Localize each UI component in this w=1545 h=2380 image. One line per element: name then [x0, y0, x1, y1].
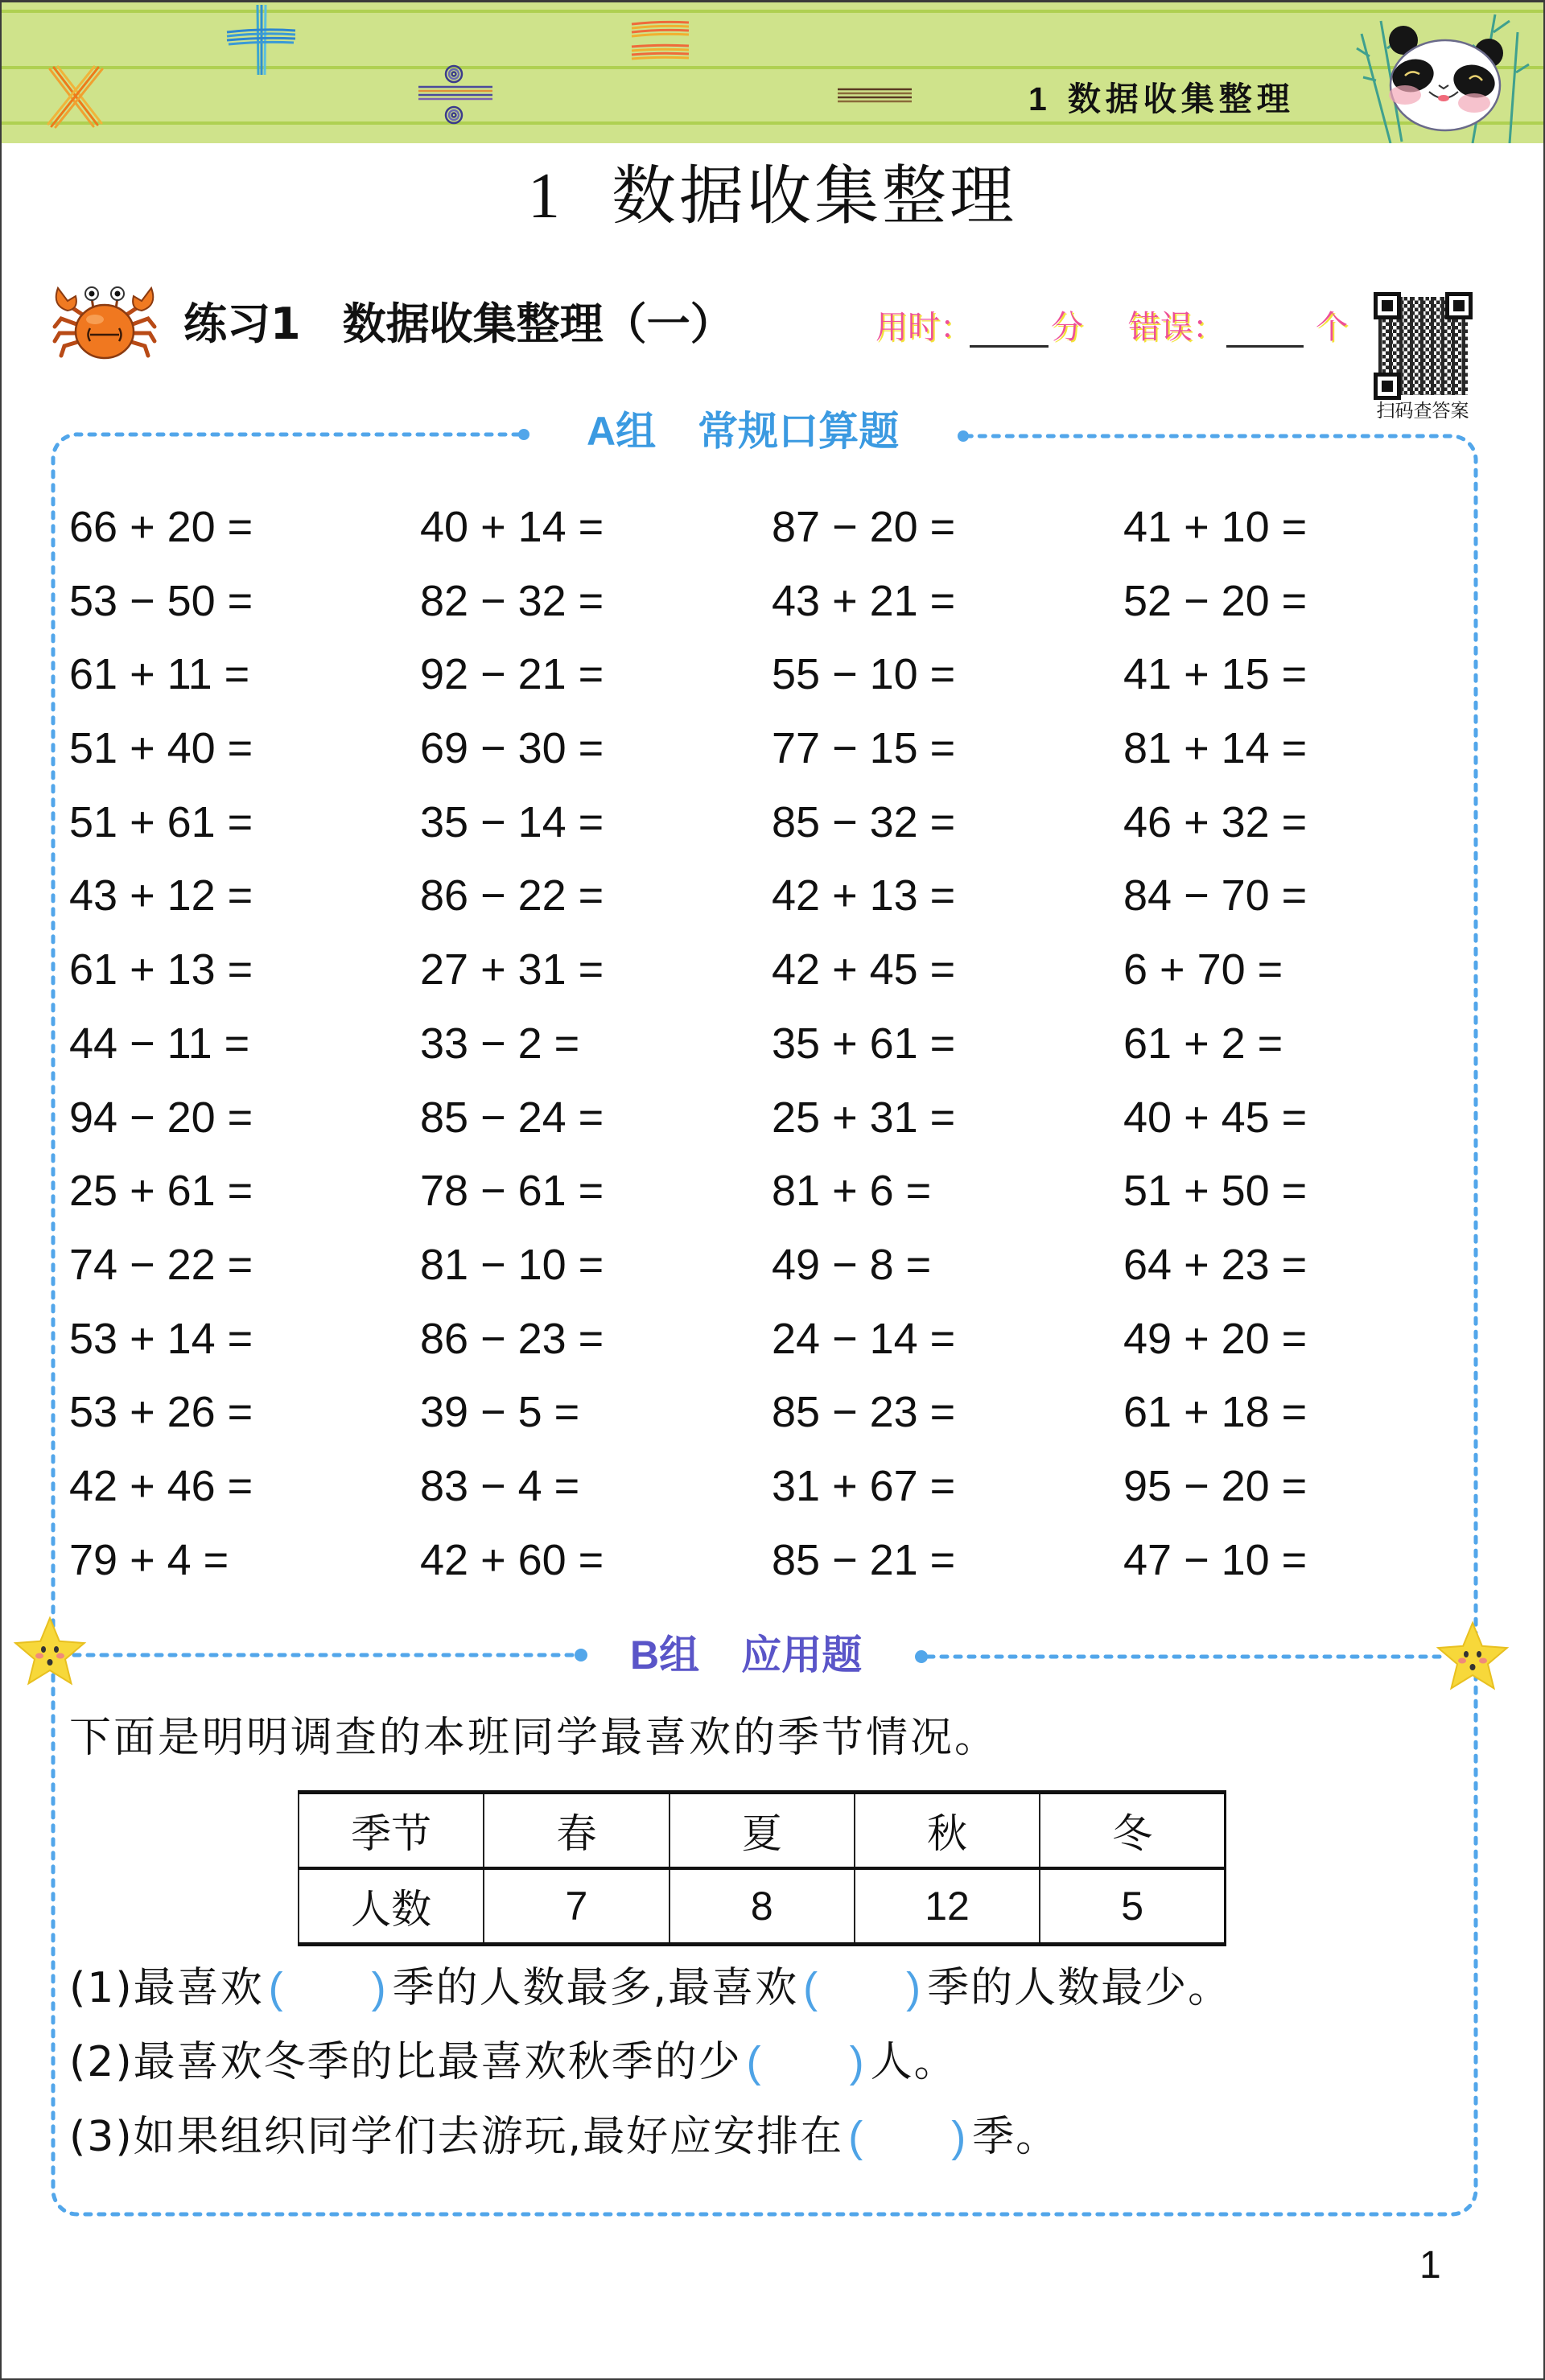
math-problem: 83 − 4 = — [420, 1461, 580, 1510]
math-problem: 95 − 20 = — [1123, 1461, 1308, 1510]
math-problem: 81 − 10 = — [420, 1240, 604, 1289]
math-problem: 27 + 31 = — [420, 945, 604, 994]
math-problem: 31 + 67 = — [772, 1461, 956, 1510]
question-3 — [69, 2111, 1059, 2163]
question-1 — [69, 1962, 1231, 2014]
question-text: 季。 — [972, 2113, 1060, 2161]
math-problem: 85 − 24 = — [420, 1093, 604, 1142]
math-problem: 86 − 23 = — [420, 1314, 604, 1363]
math-problem: 41 + 15 = — [1123, 650, 1308, 699]
section-a-title: 常规口算题 — [698, 408, 900, 455]
chapter-title: 数据收集整理 — [1067, 80, 1295, 118]
math-problem: 81 + 6 = — [772, 1167, 932, 1216]
table-cell: 人数 — [299, 1868, 484, 1945]
season-table — [298, 1790, 1226, 1946]
math-problem: 77 − 15 = — [772, 724, 956, 773]
math-problem: 43 + 21 = — [772, 576, 956, 625]
math-problem: 66 + 20 = — [69, 503, 253, 551]
problem-intro: 下面是明明调查的本班同学最喜欢的季节情况。 — [69, 1714, 999, 1762]
answer-blank[interactable] — [747, 2036, 866, 2088]
star-icon — [11, 1614, 89, 1691]
blank-open-paren: ( — [746, 2038, 763, 2086]
question-text: (3)如果组织同学们去游玩,最好应安排在 — [69, 2113, 844, 2161]
math-problem: 42 + 13 = — [772, 871, 956, 920]
blank-close-paren: ) — [951, 2113, 968, 2161]
error-label: 错误： — [1128, 309, 1225, 346]
math-problem: 47 − 10 = — [1123, 1535, 1308, 1584]
math-problem: 81 + 14 = — [1123, 724, 1308, 773]
table-cell: 7 — [484, 1868, 669, 1945]
blank-close-paren: ) — [906, 1964, 923, 2012]
math-problem: 40 + 14 = — [420, 503, 604, 551]
math-problem: 33 − 2 = — [420, 1019, 580, 1068]
section-b-group: B组 — [630, 1633, 700, 1678]
math-problem: 40 + 45 = — [1123, 1093, 1308, 1142]
math-problem: 94 − 20 = — [69, 1093, 253, 1142]
math-problem: 61 + 18 = — [1123, 1388, 1308, 1437]
math-problem: 51 + 50 = — [1123, 1167, 1308, 1216]
chapter-number: 1 — [1028, 80, 1047, 117]
page-number: 1 — [1419, 2244, 1441, 2287]
table-cell: 8 — [670, 1868, 855, 1945]
question-text: (1)最喜欢 — [69, 1964, 264, 2012]
math-problem: 53 + 14 = — [69, 1314, 253, 1363]
math-problem: 49 + 20 = — [1123, 1314, 1308, 1363]
math-problem: 53 + 26 = — [69, 1388, 253, 1437]
math-problem: 79 + 4 = — [69, 1535, 229, 1584]
qr-caption: 扫码查答案 — [1376, 401, 1469, 422]
question-text: 季的人数最少。 — [927, 1964, 1232, 2012]
blank-open-paren: ( — [268, 1964, 285, 2012]
math-problem: 85 − 21 = — [772, 1535, 956, 1584]
math-problem: 35 − 14 = — [420, 797, 604, 846]
math-problem: 39 − 5 = — [420, 1388, 580, 1437]
math-problem: 44 − 11 = — [69, 1019, 250, 1068]
time-label: 用时： — [876, 309, 972, 346]
math-problem: 55 − 10 = — [772, 650, 956, 699]
table-header-row — [299, 1793, 1226, 1869]
table-header-cell: 春 — [484, 1793, 669, 1869]
math-problem: 6 + 70 = — [1123, 945, 1283, 994]
answer-blank[interactable] — [848, 2111, 967, 2163]
section-a-label — [587, 407, 899, 455]
table-header-cell: 夏 — [670, 1793, 855, 1869]
math-problem: 87 − 20 = — [772, 503, 956, 551]
math-problem: 61 + 2 = — [1123, 1019, 1283, 1068]
section-b-label — [630, 1631, 862, 1679]
blank-open-paren: ( — [803, 1964, 820, 2012]
math-problem: 51 + 40 = — [69, 724, 253, 773]
math-problem: 41 + 10 = — [1123, 503, 1308, 551]
star-icon — [1434, 1619, 1511, 1696]
math-problem: 42 + 46 = — [69, 1461, 253, 1510]
math-problem: 61 + 11 = — [69, 650, 250, 699]
table-header-cell: 冬 — [1040, 1793, 1225, 1869]
math-problem: 69 − 30 = — [420, 724, 604, 773]
exercise-number: 练习1 — [183, 299, 301, 349]
section-b-title: 应用题 — [741, 1632, 863, 1678]
page-title-number: 1 — [528, 161, 560, 232]
math-problem: 49 − 8 = — [772, 1240, 932, 1289]
math-problem: 25 + 61 = — [69, 1167, 253, 1216]
question-2 — [69, 2036, 958, 2088]
table-row — [299, 1868, 1226, 1945]
math-problem: 86 − 22 = — [420, 871, 604, 920]
math-problem: 78 − 61 = — [420, 1167, 604, 1216]
answer-blank[interactable] — [269, 1962, 388, 2014]
math-problem: 25 + 31 = — [772, 1093, 956, 1142]
blank-close-paren: ) — [849, 2038, 866, 2086]
math-problem: 24 − 14 = — [772, 1314, 956, 1363]
question-text: (2)最喜欢冬季的比最喜欢秋季的少 — [69, 2038, 742, 2086]
math-problem: 43 + 12 = — [69, 871, 253, 920]
math-problem: 35 + 61 = — [772, 1019, 956, 1068]
math-problem: 82 − 32 = — [420, 576, 604, 625]
table-header-cell: 秋 — [855, 1793, 1040, 1869]
math-problem: 74 − 22 = — [69, 1240, 253, 1289]
math-problem: 92 − 21 = — [420, 650, 604, 699]
math-problem: 53 − 50 = — [69, 576, 253, 625]
exercise-name: 数据收集整理（一） — [342, 299, 734, 349]
question-text: 人。 — [870, 2038, 958, 2086]
math-problem: 42 + 60 = — [420, 1535, 604, 1584]
blank-close-paren: ) — [371, 1964, 388, 2012]
section-a-group: A组 — [587, 409, 657, 454]
math-problem: 42 + 45 = — [772, 945, 956, 994]
blank-open-paren: ( — [848, 2113, 865, 2161]
question-text: 季的人数最多,最喜欢 — [392, 1964, 799, 2012]
table-header-cell: 季节 — [299, 1793, 484, 1869]
math-problem-grid — [69, 491, 1469, 1597]
math-problem: 85 − 23 = — [772, 1388, 956, 1437]
math-problem: 85 − 32 = — [772, 797, 956, 846]
time-unit: 分 — [1051, 309, 1083, 346]
error-unit: 个 — [1316, 309, 1348, 346]
answer-blank[interactable] — [803, 1962, 922, 2014]
math-problem: 84 − 70 = — [1123, 871, 1308, 920]
table-cell: 12 — [855, 1868, 1040, 1945]
math-problem: 52 − 20 = — [1123, 576, 1308, 625]
math-problem: 61 + 13 = — [69, 945, 253, 994]
table-cell: 5 — [1040, 1868, 1225, 1945]
math-problem: 64 + 23 = — [1123, 1240, 1308, 1289]
math-problem: 46 + 32 = — [1123, 797, 1308, 846]
math-problem: 51 + 61 = — [69, 797, 253, 846]
page-title-text: 数据收集整理 — [612, 159, 1017, 233]
